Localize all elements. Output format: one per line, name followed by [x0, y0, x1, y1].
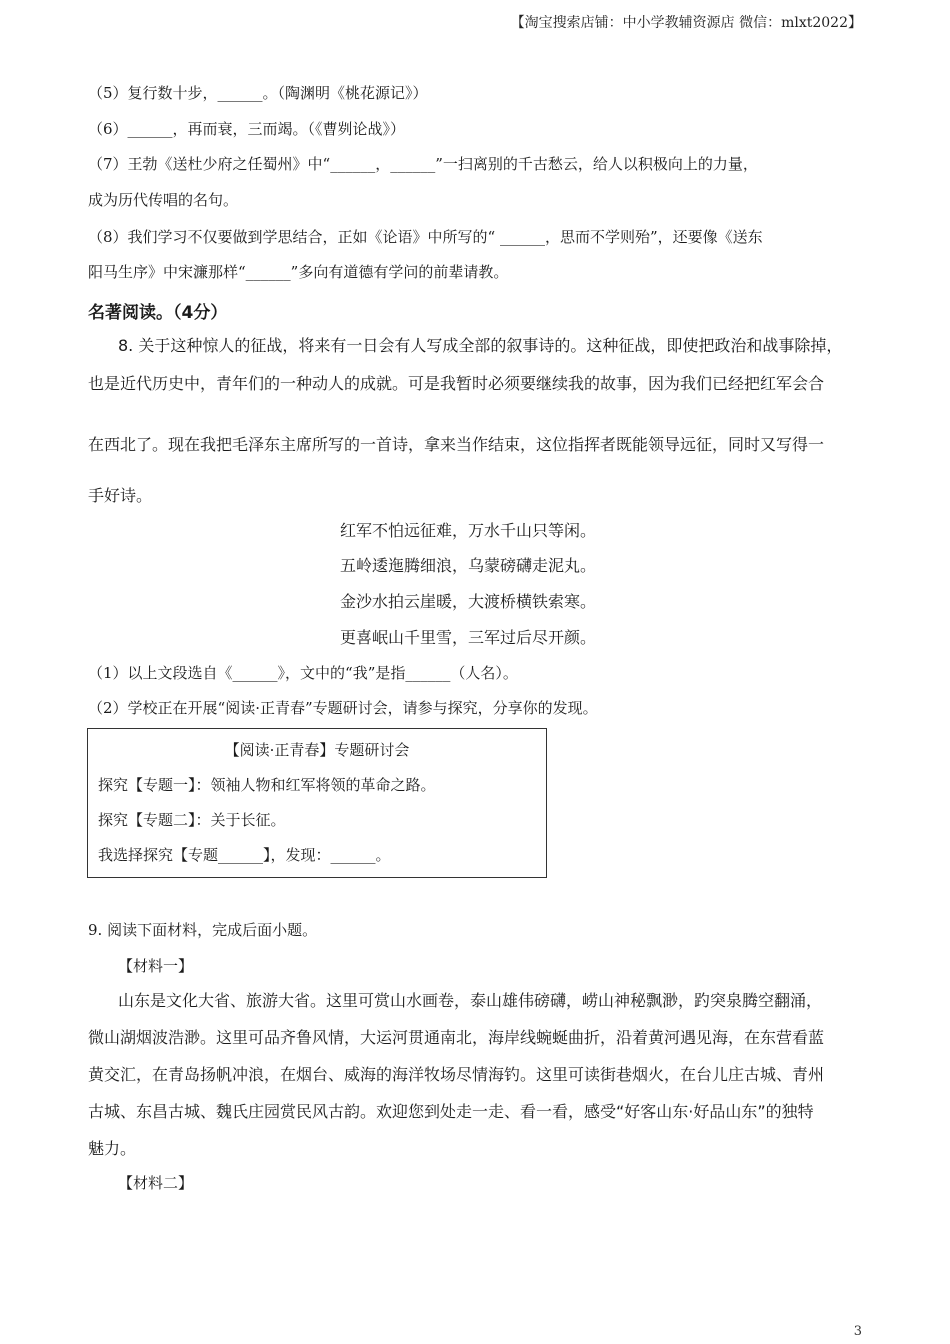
q8-paragraph-line1: 8. 关于这种惊人的征战，将来有一日会有人写成全部的叙事诗的。这种征战，即使把政治和战事除掉，: [118, 336, 843, 355]
seminar-box-title: 【阅读·正青春】专题研讨会: [224, 741, 410, 759]
material-1-label: 【材料一】: [118, 957, 194, 975]
q8-paragraph-line4: 手好诗。: [88, 486, 153, 505]
fill-blank-q5: （5）复行数十步，______。（陶渊明《桃花源记》）: [88, 84, 428, 102]
q9-intro: 9. 阅读下面材料，完成后面小题。: [88, 921, 318, 939]
fill-blank-q8-line1: （8）我们学习不仅要做到学思结合，正如《论语》中所写的“ ______，思而不学则殆”，还要像《送东: [88, 228, 763, 246]
classics-sub-question-1: （1）以上文段选自《______》，文中的“我”是指______（人名）。: [88, 664, 518, 682]
poem-line-3: 金沙水拍云崖暖，大渡桥横铁索寒。: [340, 592, 597, 611]
material-1-line3: 黄交汇，在青岛扬帆冲浪，在烟台、威海的海洋牧场尽情海钓。这里可读街巷烟火，在台儿庄古城、青州: [88, 1065, 825, 1084]
seminar-box: [87, 728, 547, 878]
fill-blank-q7-line1: （7）王勃《送杜少府之任蜀州》中“______，______”一扫离别的千古愁云，给人以积极向上的力量，: [88, 155, 758, 173]
material-1-line4: 古城、东昌古城、魏氏庄园赏民风古韵。欢迎您到处走一走、看一看，感受“好客山东·好品山东”的独特: [88, 1102, 814, 1121]
page-number: 3: [853, 1324, 862, 1339]
classics-sub-question-2: （2）学校正在开展“阅读·正青春”专题研讨会，请参与探究，分享你的发现。: [88, 699, 598, 717]
material-1-line1: 山东是文化大省、旅游大省。这里可赏山水画卷，泰山雄伟磅礴，崂山神秘飘渺，趵突泉腾空翻涌，: [118, 991, 823, 1010]
poem-line-2: 五岭逶迤腾细浪，乌蒙磅礴走泥丸。: [340, 556, 597, 575]
seminar-topic-2: 探究【专题二】：关于长征。: [98, 811, 286, 829]
section-title-classics: 名著阅读。（4分）: [88, 303, 228, 323]
poem-line-1: 红军不怕远征难，万水千山只等闲。: [340, 521, 597, 540]
q8-paragraph-line3: 在西北了。现在我把毛泽东主席所写的一首诗，拿来当作结束，这位指挥者既能领导远征，同时又写得一: [88, 435, 825, 454]
header-note: 【淘宝搜索店铺：中小学教辅资源店 微信：mlxt2022】: [510, 15, 862, 31]
material-1-line2: 微山湖烟波浩渺。这里可品齐鲁风情，大运河贯通南北，海岸线蜿蜒曲折，沿着黄河遇见海，在东营看蓝: [88, 1028, 825, 1047]
fill-blank-q6: （6）______，再而衰，三而竭。（《曹刿论战》）: [88, 120, 406, 138]
seminar-topic-1: 探究【专题一】：领袖人物和红军将领的革命之路。: [98, 776, 436, 794]
material-2-label: 【材料二】: [118, 1174, 194, 1192]
q8-paragraph-line2: 也是近代历史中，青年们的一种动人的成就。可是我暂时必须要继续我的故事，因为我们已经把红军会合: [88, 374, 825, 393]
seminar-choice: 我选择探究【专题______】，发现：______。: [98, 846, 391, 864]
fill-blank-q8-line2: 阳马生序》中宋濂那样“______”多向有道德有学问的前辈请教。: [88, 263, 509, 281]
poem-line-4: 更喜岷山千里雪，三军过后尽开颜。: [340, 628, 597, 647]
material-1-line5: 魅力。: [88, 1139, 137, 1158]
fill-blank-q7-line2: 成为历代传唱的名句。: [88, 191, 239, 209]
